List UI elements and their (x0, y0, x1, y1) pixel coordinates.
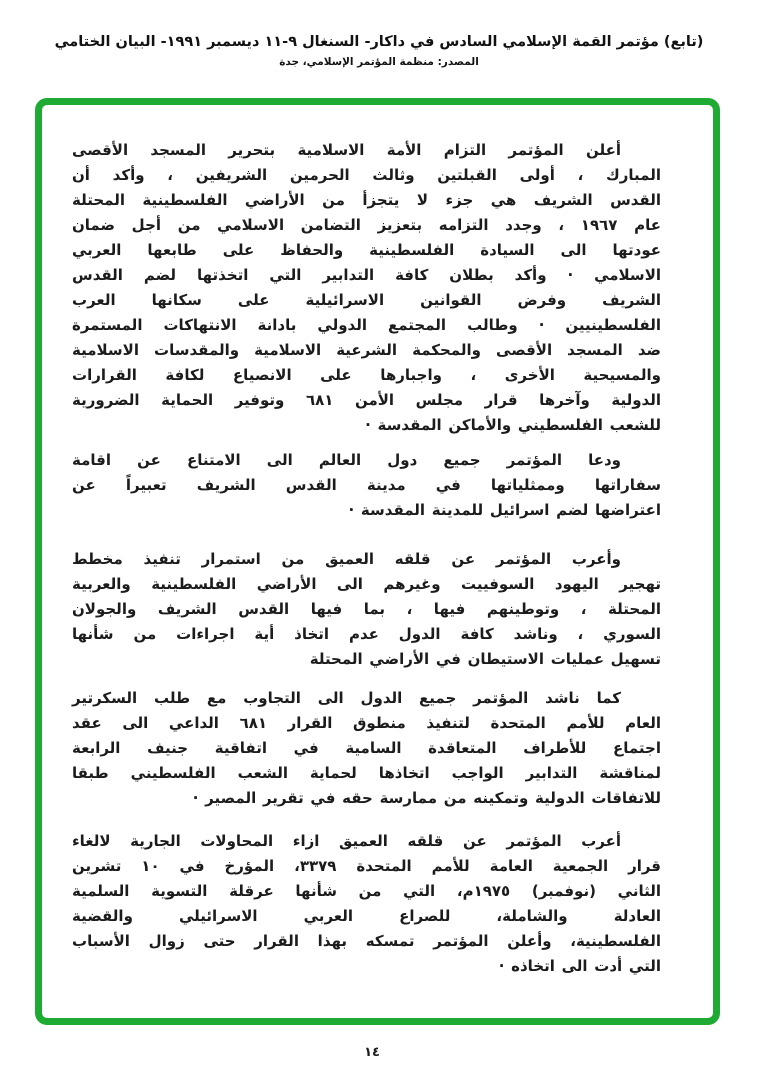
text-line: الاسلامي · وأكد بطلان كافة التدابير التي اتخذتها لضم القدس (72, 266, 661, 284)
text-line: المبارك ، أولى القبلتين وثالث الحرمين الشريفين ، وأكد أن (72, 166, 661, 184)
text-line: ودعا المؤتمر جميع دول العالم الى الامتناع عن اقامة (72, 451, 621, 469)
text-line: القدس الشريف هي جزء لا يتجزأ من الأراضي الفلسطينية المحتلة (72, 191, 661, 209)
text-line: الفلسطينية، وأعلن المؤتمر تمسكه بهذا القرار حتى زوال الأسباب (72, 932, 661, 950)
text-line: الفلسطينيين · وطالب المجتمع الدولي بادانة الانتهاكات المستمرة (72, 316, 661, 334)
text-line: العادلة والشاملة، للصراع العربي الاسرائيلي والقضية (72, 907, 661, 925)
text-line: اعتراضها لضم اسرائيل للمدينة المقدسة · (348, 501, 661, 519)
text-line: والمسيحية الأخرى ، واجبارها على الانصياع لكافة القرارات (72, 366, 661, 384)
paragraph-4 (72, 686, 661, 811)
text-line: الثاني (نوفمبر) ١٩٧٥م، التي من شأنها عرقلة التسوية السلمية (72, 882, 661, 900)
text-line: التي أدت الى اتخاذه · (498, 957, 661, 975)
page-header (0, 34, 758, 68)
text-line: الدولية وآخرها قرار مجلس الأمن ٦٨١ وتوفير الحماية الضرورية (72, 391, 661, 409)
text-line: عام ١٩٦٧ ، وجدد التزامه بتعزيز التضامن الاسلامي من أجل ضمان (72, 216, 661, 234)
text-line: عودتها الى السيادة الفلسطينية والحفاظ على طابعها العربي (72, 241, 661, 259)
text-line: ضد المسجد الأقصى والمحكمة الشرعية الاسلامية والمقدسات الاسلامية (72, 341, 661, 359)
paragraph-3 (72, 547, 661, 672)
paragraph-5 (72, 829, 661, 979)
text-line: سفاراتها وممثلياتها في مدينة القدس الشريف تعبيراً عن (72, 476, 661, 494)
document-source: المصدر: منظمة المؤتمر الإسلامي، جدة (279, 56, 479, 68)
text-line: اجتماع للأطراف المتعاقدة السامية في اتفاقية جنيف الرابعة (72, 739, 661, 757)
text-line: لمناقشة التدابير الواجب اتخاذها لحماية الشعب الفلسطيني طبقا (72, 764, 661, 782)
document-title: (تابع) مؤتمر القمة الإسلامي السادس في داكار- السنغال ٩-١١ ديسمبر ١٩٩١- البيان الختامي (54, 34, 704, 50)
text-line: الشريف وفرض القوانين الاسرائيلية على سكانها العرب (72, 291, 661, 309)
page-number: ١٤ (364, 1045, 380, 1060)
text-line: السوري ، وناشد كافة الدول عدم اتخاذ أية اجراءات من شأنها (72, 625, 661, 643)
text-line: العام للأمم المتحدة لتنفيذ منطوق القرار ٦٨١ الداعي الى عقد (72, 714, 662, 732)
text-line: قرار الجمعية العامة للأمم المتحدة ٣٣٧٩، المؤرخ في ١٠ تشرين (72, 857, 661, 875)
text-line: للاتفاقات الدولية وتمكينه من ممارسة حقه في تقرير المصير · (192, 789, 661, 807)
text-line: تهجير اليهود السوفييت وغيرهم الى الأراضي الفلسطينية والعربية (72, 575, 661, 593)
text-line: أعلن المؤتمر التزام الأمة الاسلامية بتحرير المسجد الأقصى (72, 141, 621, 159)
text-line: تسهيل عمليات الاستيطان في الأراضي المحتلة (309, 650, 661, 668)
text-line: وأعرب المؤتمر عن قلقه العميق من استمرار تنفيذ مخطط (72, 550, 621, 568)
paragraph-2 (72, 448, 661, 523)
text-line: أعرب المؤتمر عن قلقه العميق ازاء المحاولات الجارية لالغاء (72, 832, 621, 850)
document-body (72, 138, 661, 979)
green-frame (35, 98, 720, 1025)
paragraph-1 (72, 138, 661, 438)
page-footer (0, 1041, 744, 1060)
text-line: للشعب الفلسطيني والأماكن المقدسة · (365, 416, 661, 434)
text-line: كما ناشد المؤتمر جميع الدول الى التجاوب مع طلب السكرتير (72, 689, 621, 707)
text-line: المحتلة ، وتوطينهم فيها ، بما فيها القدس الشريف والجولان (72, 600, 661, 618)
